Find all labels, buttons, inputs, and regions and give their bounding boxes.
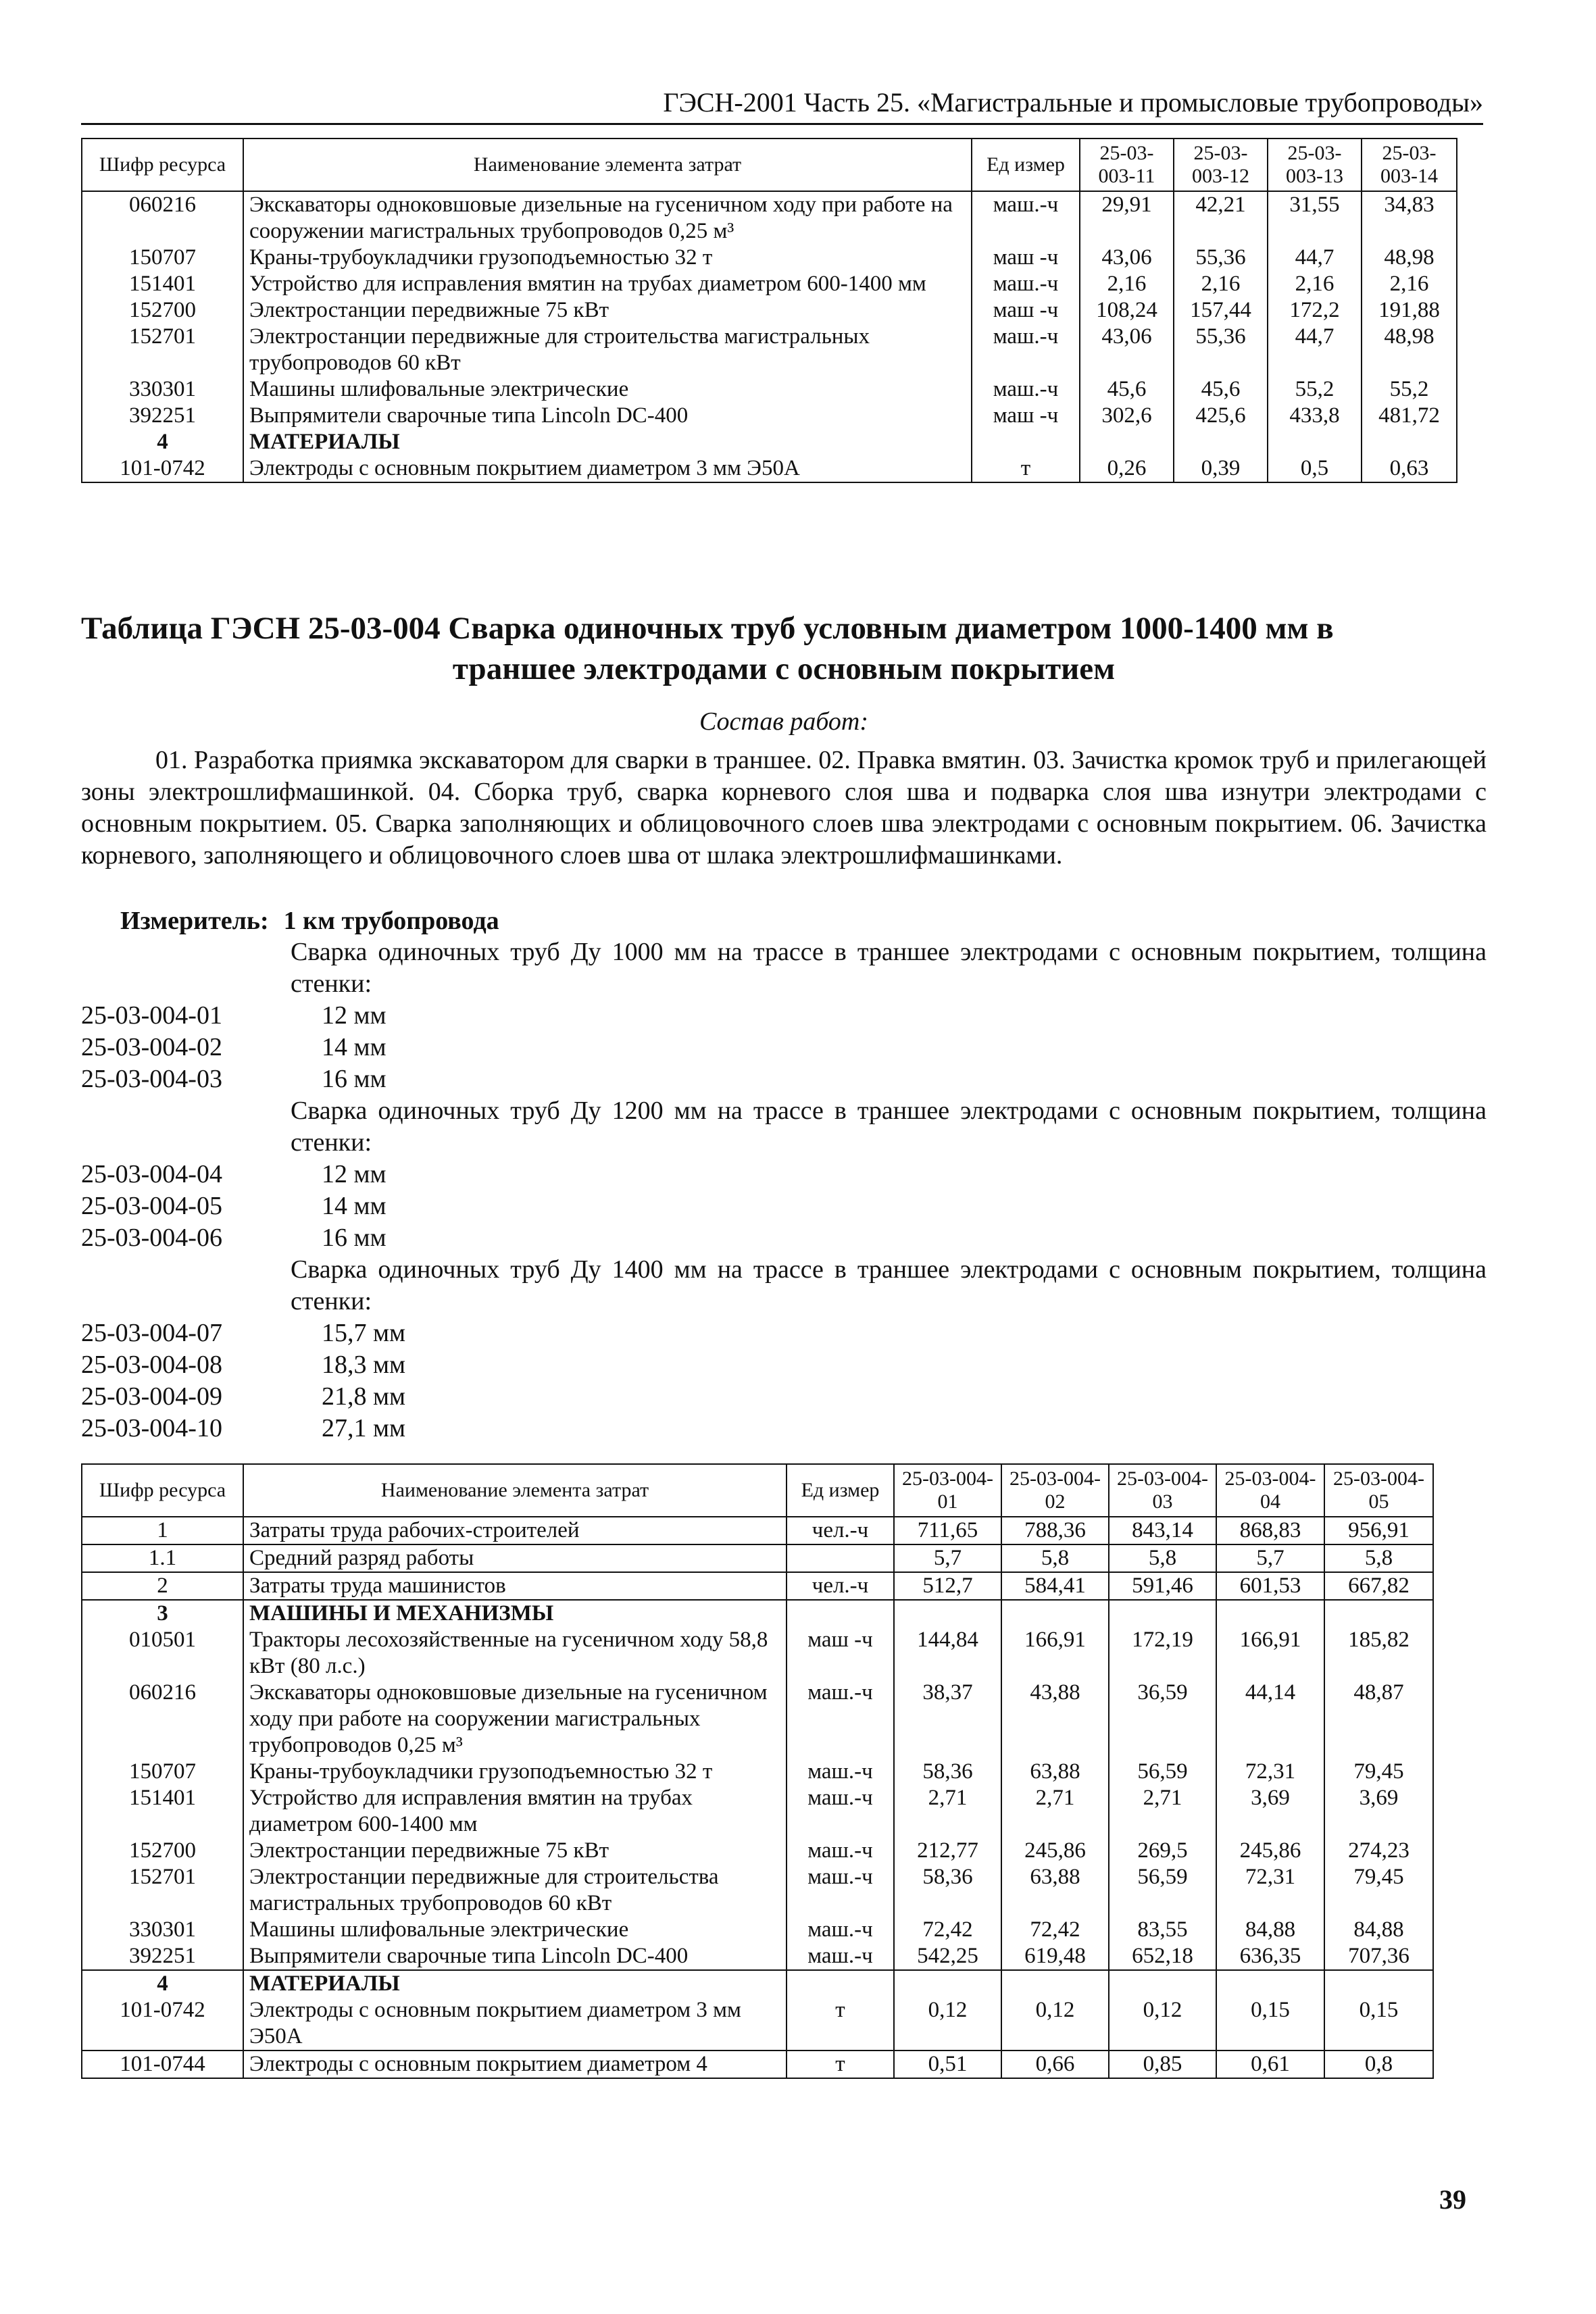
resource-name-cell: Экскаваторы одноковшовые дизельные на гусеничном ходу при работе на сооружении магистральных трубопроводов 0,25 м³: [243, 1680, 787, 1759]
value-cell: 144,84: [894, 1627, 1001, 1680]
value-cell: 0,5: [1268, 455, 1362, 482]
norm-code: 25-03-004-07: [81, 1319, 222, 1347]
table-row: [82, 1544, 1433, 1572]
table-row: [82, 1997, 1433, 2051]
table-title-line1: Таблица ГЭСН 25-03-004 Сварка одиночных труб условным диаметром 1000-1400 мм в: [81, 611, 1334, 646]
section-row: [82, 429, 1457, 455]
value-cell: 584,41: [1001, 1572, 1109, 1600]
table-row: [82, 271, 1457, 297]
resource-name-cell: Электроды с основным покрытием диаметром 3 мм Э50А: [243, 455, 972, 482]
value-cell: 956,91: [1324, 1517, 1433, 1544]
value-cell: 56,59: [1109, 1759, 1216, 1785]
value-cell: 108,24: [1080, 297, 1174, 324]
value-cell: 0,85: [1109, 2051, 1216, 2078]
value-cell: 2,71: [894, 1785, 1001, 1838]
value-cell: 2,16: [1080, 271, 1174, 297]
resource-name-cell: Краны-трубоукладчики грузоподъемностью 32 т: [243, 1759, 787, 1785]
value-cell: [894, 1600, 1001, 1627]
value-cell: [1268, 429, 1362, 455]
column-header: 25-03-003-11: [1080, 139, 1174, 191]
wall-thickness: 18,3 мм: [322, 1351, 406, 1379]
unit-cell: маш.-ч: [972, 271, 1080, 297]
norm-code: 25-03-004-10: [81, 1414, 222, 1442]
unit-cell: [787, 1600, 894, 1627]
value-cell: [1216, 1970, 1324, 1997]
column-header: Шифр ресурса: [82, 1464, 243, 1517]
value-cell: 0,26: [1080, 455, 1174, 482]
norm-item: [81, 1222, 1487, 1254]
resource-code-cell: 2: [82, 1572, 243, 1600]
value-cell: 0,12: [1109, 1997, 1216, 2051]
value-cell: 38,37: [894, 1680, 1001, 1759]
table-row: [82, 1572, 1433, 1600]
norm-item: [81, 1317, 1487, 1349]
value-cell: 48,98: [1362, 324, 1457, 376]
value-cell: 5,7: [1216, 1544, 1324, 1572]
value-cell: 2,16: [1362, 271, 1457, 297]
unit-cell: маш.-ч: [787, 1864, 894, 1917]
norm-item: [81, 1413, 1487, 1444]
norm-code: 25-03-004-09: [81, 1382, 222, 1411]
value-cell: [1362, 429, 1457, 455]
value-cell: 43,06: [1080, 245, 1174, 271]
norm-item: [81, 1000, 1487, 1032]
table-row: [82, 1864, 1433, 1917]
value-cell: 29,91: [1080, 191, 1174, 245]
resource-code-cell: 4: [82, 429, 243, 455]
unit-cell: маш.-ч: [787, 1838, 894, 1864]
value-cell: 63,88: [1001, 1759, 1109, 1785]
value-cell: 2,71: [1109, 1785, 1216, 1838]
value-cell: 84,88: [1324, 1917, 1433, 1943]
resource-name-cell: Тракторы лесохозяйственные на гусеничном ходу 58,8 кВт (80 л.с.): [243, 1627, 787, 1680]
value-cell: 157,44: [1174, 297, 1268, 324]
resource-code-cell: 392251: [82, 1943, 243, 1970]
group-description: Сварка одиночных труб Ду 1200 мм на трассе в траншее электродами с основным покрытием, толщина стенки:: [291, 1097, 1487, 1157]
value-cell: [1174, 429, 1268, 455]
value-cell: 58,36: [894, 1864, 1001, 1917]
resource-code-cell: 152701: [82, 1864, 243, 1917]
column-header: Ед измер: [787, 1464, 894, 1517]
value-cell: 512,7: [894, 1572, 1001, 1600]
column-header: 25-03-004-01: [894, 1464, 1001, 1517]
unit-cell: маш.-ч: [787, 1917, 894, 1943]
unit-cell: чел.-ч: [787, 1572, 894, 1600]
value-cell: 788,36: [1001, 1517, 1109, 1544]
norm-code: 25-03-004-03: [81, 1065, 222, 1093]
norm-code: 25-03-004-06: [81, 1224, 222, 1252]
value-cell: 3,69: [1216, 1785, 1324, 1838]
value-cell: 172,19: [1109, 1627, 1216, 1680]
resource-name-cell: Экскаваторы одноковшовые дизельные на гусеничном ходу при работе на сооружении магистральных трубопроводов 0,25 м³: [243, 191, 972, 245]
table-row: [82, 1517, 1433, 1544]
column-header: 25-03-003-12: [1174, 139, 1268, 191]
value-cell: 42,21: [1174, 191, 1268, 245]
value-cell: 601,53: [1216, 1572, 1324, 1600]
value-cell: 0,51: [894, 2051, 1001, 2078]
unit-cell: т: [787, 2051, 894, 2078]
value-cell: [1324, 1600, 1433, 1627]
value-cell: 34,83: [1362, 191, 1457, 245]
value-cell: 55,2: [1268, 376, 1362, 403]
table-row: [82, 191, 1457, 245]
unit-cell: чел.-ч: [787, 1517, 894, 1544]
table-row: [82, 1680, 1433, 1759]
value-cell: 166,91: [1216, 1627, 1324, 1680]
value-cell: 425,6: [1174, 403, 1268, 429]
resource-name-cell: Машины шлифовальные электрические: [243, 376, 972, 403]
resource-code-cell: 101-0742: [82, 1997, 243, 2051]
table-row: [82, 1785, 1433, 1838]
value-cell: 481,72: [1362, 403, 1457, 429]
value-cell: 433,8: [1268, 403, 1362, 429]
resource-name-cell: Электроды с основным покрытием диаметром 3 мм Э50А: [243, 1997, 787, 2051]
resource-name-cell: Выпрямители сварочные типа Lincoln DC-400: [243, 403, 972, 429]
column-header: 25-03-004-05: [1324, 1464, 1433, 1517]
section-row: [82, 1970, 1433, 1997]
norm-code: 25-03-004-08: [81, 1351, 222, 1379]
value-cell: 274,23: [1324, 1838, 1433, 1864]
column-header: Наименование элемента затрат: [243, 139, 972, 191]
norm-item: [81, 1159, 1487, 1190]
running-header: ГЭСН-2001 Часть 25. «Магистральные и промысловые трубопроводы»: [81, 86, 1483, 125]
resource-code-cell: 060216: [82, 191, 243, 245]
resource-code-cell: 392251: [82, 403, 243, 429]
table-row: [82, 455, 1457, 482]
value-cell: 56,59: [1109, 1864, 1216, 1917]
resource-name-cell: Электростанции передвижные 75 кВт: [243, 297, 972, 324]
value-cell: 619,48: [1001, 1943, 1109, 1970]
resource-name-cell: Выпрямители сварочные типа Lincoln DC-400: [243, 1943, 787, 1970]
value-cell: 652,18: [1109, 1943, 1216, 1970]
value-cell: 72,42: [894, 1917, 1001, 1943]
resource-code-cell: 060216: [82, 1680, 243, 1759]
table-title-line2: траншее электродами с основным покрытием: [452, 651, 1116, 686]
resource-table-003: [81, 138, 1457, 483]
value-cell: 45,6: [1174, 376, 1268, 403]
resource-name-cell: Электростанции передвижные для строительства магистральных трубопроводов 60 кВт: [243, 1864, 787, 1917]
norm-item: [81, 1063, 1487, 1095]
value-cell: 31,55: [1268, 191, 1362, 245]
value-cell: 43,06: [1080, 324, 1174, 376]
value-cell: 0,61: [1216, 2051, 1324, 2078]
wall-thickness: 14 мм: [322, 1192, 386, 1220]
value-cell: 72,31: [1216, 1864, 1324, 1917]
value-cell: 2,71: [1001, 1785, 1109, 1838]
unit-cell: маш -ч: [972, 245, 1080, 271]
column-header: Наименование элемента затрат: [243, 1464, 787, 1517]
resource-name-cell: МАТЕРИАЛЫ: [243, 1970, 787, 1997]
table-row: [82, 376, 1457, 403]
value-cell: [1109, 1970, 1216, 1997]
group-description: Сварка одиночных труб Ду 1400 мм на трассе в траншее электродами с основным покрытием, толщина стенки:: [291, 1255, 1487, 1315]
value-cell: 36,59: [1109, 1680, 1216, 1759]
value-cell: 0,8: [1324, 2051, 1433, 2078]
resource-name-cell: Затраты труда рабочих-строителей: [243, 1517, 787, 1544]
resource-code-cell: 1.1: [82, 1544, 243, 1572]
wall-thickness: 14 мм: [322, 1033, 386, 1061]
table-header-row: [82, 139, 1457, 191]
value-cell: 5,8: [1109, 1544, 1216, 1572]
resource-name-cell: Средний разряд работы: [243, 1544, 787, 1572]
value-cell: 55,2: [1362, 376, 1457, 403]
value-cell: 0,15: [1216, 1997, 1324, 2051]
value-cell: 302,6: [1080, 403, 1174, 429]
value-cell: 212,77: [894, 1838, 1001, 1864]
table-row: [82, 297, 1457, 324]
value-cell: 667,82: [1324, 1572, 1433, 1600]
value-cell: 0,15: [1324, 1997, 1433, 2051]
value-cell: [1001, 1600, 1109, 1627]
table-row: [82, 324, 1457, 376]
unit-cell: маш.-ч: [787, 1680, 894, 1759]
resource-code-cell: 4: [82, 1970, 243, 1997]
column-header: 25-03-003-14: [1362, 139, 1457, 191]
table-row: [82, 1917, 1433, 1943]
wall-thickness: 16 мм: [322, 1224, 386, 1252]
column-header: 25-03-004-03: [1109, 1464, 1216, 1517]
value-cell: 591,46: [1109, 1572, 1216, 1600]
norm-code: 25-03-004-04: [81, 1160, 222, 1188]
value-cell: 45,6: [1080, 376, 1174, 403]
norm-code: 25-03-004-05: [81, 1192, 222, 1220]
resource-code-cell: 101-0742: [82, 455, 243, 482]
value-cell: 43,88: [1001, 1680, 1109, 1759]
unit-cell: маш -ч: [972, 297, 1080, 324]
norm-code: 25-03-004-02: [81, 1033, 222, 1061]
wall-thickness: 12 мм: [322, 1001, 386, 1030]
value-cell: [1080, 429, 1174, 455]
value-cell: 44,14: [1216, 1680, 1324, 1759]
work-composition-text: 01. Разработка приямка экскаватором для сварки в траншее. 02. Правка вмятин. 03. Зачистка кромок труб и прилегающей зоны электрошлифмашинкой. 04. Сборка труб, сварка корневого слоя шва и подварка слоя шва изнутри электродами с основным покрытием. 05. Сварка заполняющих и облицовочного слоев шва электродами с основным покрытием. 06. Зачистка корневого, заполняющего и облицовочного слоев шва от шлака электрошлифмашинками.: [81, 746, 1487, 870]
resource-code-cell: 1: [82, 1517, 243, 1544]
group-description: Сварка одиночных труб Ду 1000 мм на трассе в траншее электродами с основным покрытием, толщина стенки:: [291, 938, 1487, 998]
value-cell: 79,45: [1324, 1759, 1433, 1785]
measurement-label: Измеритель:: [120, 907, 269, 935]
resource-name-cell: Затраты труда машинистов: [243, 1572, 787, 1600]
section-row: [82, 1600, 1433, 1627]
value-cell: 2,16: [1174, 271, 1268, 297]
table-row: [82, 1627, 1433, 1680]
resource-name-cell: Устройство для исправления вмятин на трубах диаметром 600-1400 мм: [243, 271, 972, 297]
resource-code-cell: 330301: [82, 376, 243, 403]
value-cell: 84,88: [1216, 1917, 1324, 1943]
unit-cell: маш.-ч: [787, 1785, 894, 1838]
value-cell: 0,63: [1362, 455, 1457, 482]
norm-groups: [81, 936, 1487, 1444]
value-cell: 72,42: [1001, 1917, 1109, 1943]
value-cell: 191,88: [1362, 297, 1457, 324]
resource-code-cell: 151401: [82, 1785, 243, 1838]
unit-cell: маш.-ч: [972, 191, 1080, 245]
norm-code: 25-03-004-01: [81, 1001, 222, 1030]
page-number: 39: [1439, 2184, 1466, 2215]
column-header: Шифр ресурса: [82, 139, 243, 191]
resource-name-cell: Устройство для исправления вмятин на трубах диаметром 600-1400 мм: [243, 1785, 787, 1838]
unit-cell: [972, 429, 1080, 455]
value-cell: 83,55: [1109, 1917, 1216, 1943]
value-cell: 711,65: [894, 1517, 1001, 1544]
resource-code-cell: 3: [82, 1600, 243, 1627]
value-cell: 44,7: [1268, 324, 1362, 376]
value-cell: 707,36: [1324, 1943, 1433, 1970]
resource-name-cell: МАШИНЫ И МЕХАНИЗМЫ: [243, 1600, 787, 1627]
wall-thickness: 12 мм: [322, 1160, 386, 1188]
unit-cell: маш.-ч: [787, 1943, 894, 1970]
value-cell: 245,86: [1001, 1838, 1109, 1864]
resource-name-cell: Машины шлифовальные электрические: [243, 1917, 787, 1943]
resource-code-cell: 150707: [82, 245, 243, 271]
resource-code-cell: 330301: [82, 1917, 243, 1943]
wall-thickness: 27,1 мм: [322, 1414, 406, 1442]
resource-code-cell: 152700: [82, 1838, 243, 1864]
value-cell: 0,12: [894, 1997, 1001, 2051]
value-cell: 58,36: [894, 1759, 1001, 1785]
table-row: [82, 2051, 1433, 2078]
resource-code-cell: 101-0744: [82, 2051, 243, 2078]
unit-cell: маш -ч: [972, 403, 1080, 429]
value-cell: 48,87: [1324, 1680, 1433, 1759]
value-cell: 55,36: [1174, 324, 1268, 376]
value-cell: 868,83: [1216, 1517, 1324, 1544]
value-cell: 843,14: [1109, 1517, 1216, 1544]
norm-item: [81, 1381, 1487, 1413]
value-cell: 185,82: [1324, 1627, 1433, 1680]
resource-code-cell: 010501: [82, 1627, 243, 1680]
resource-name-cell: Краны-трубоукладчики грузоподъемностью 32 т: [243, 245, 972, 271]
resource-code-cell: 150707: [82, 1759, 243, 1785]
table-row: [82, 1838, 1433, 1864]
wall-thickness: 15,7 мм: [322, 1319, 406, 1347]
value-cell: 79,45: [1324, 1864, 1433, 1917]
unit-cell: маш.-ч: [972, 324, 1080, 376]
table-row: [82, 1759, 1433, 1785]
work-composition-label: Состав работ:: [699, 707, 869, 736]
value-cell: 3,69: [1324, 1785, 1433, 1838]
value-cell: 172,2: [1268, 297, 1362, 324]
wall-thickness: 16 мм: [322, 1065, 386, 1093]
value-cell: 269,5: [1109, 1838, 1216, 1864]
resource-name-cell: МАТЕРИАЛЫ: [243, 429, 972, 455]
value-cell: 542,25: [894, 1943, 1001, 1970]
resource-code-cell: 151401: [82, 271, 243, 297]
value-cell: 63,88: [1001, 1864, 1109, 1917]
value-cell: 48,98: [1362, 245, 1457, 271]
value-cell: 55,36: [1174, 245, 1268, 271]
resource-table-004: [81, 1463, 1434, 2079]
table-row: [82, 403, 1457, 429]
unit-cell: маш.-ч: [972, 376, 1080, 403]
value-cell: 636,35: [1216, 1943, 1324, 1970]
resource-name-cell: Электроды с основным покрытием диаметром 4: [243, 2051, 787, 2078]
measurement-value: 1 км трубопровода: [283, 907, 499, 935]
value-cell: [1324, 1970, 1433, 1997]
measurement-unit: [120, 905, 499, 936]
wall-thickness: 21,8 мм: [322, 1382, 406, 1411]
value-cell: 5,8: [1324, 1544, 1433, 1572]
table-row: [82, 1943, 1433, 1970]
unit-cell: [787, 1544, 894, 1572]
value-cell: [1109, 1600, 1216, 1627]
unit-cell: т: [787, 1997, 894, 2051]
table-row: [82, 245, 1457, 271]
value-cell: 2,16: [1268, 271, 1362, 297]
column-header: 25-03-004-04: [1216, 1464, 1324, 1517]
norm-item: [81, 1190, 1487, 1222]
value-cell: 5,8: [1001, 1544, 1109, 1572]
value-cell: 0,66: [1001, 2051, 1109, 2078]
value-cell: 166,91: [1001, 1627, 1109, 1680]
column-header: 25-03-003-13: [1268, 139, 1362, 191]
value-cell: 245,86: [1216, 1838, 1324, 1864]
value-cell: [1216, 1600, 1324, 1627]
column-header: Ед измер: [972, 139, 1080, 191]
norm-item: [81, 1349, 1487, 1381]
value-cell: 0,39: [1174, 455, 1268, 482]
resource-name-cell: Электростанции передвижные для строительства магистральных трубопроводов 60 кВт: [243, 324, 972, 376]
resource-code-cell: 152700: [82, 297, 243, 324]
norm-item: [81, 1032, 1487, 1063]
unit-cell: [787, 1970, 894, 1997]
value-cell: [1001, 1970, 1109, 1997]
unit-cell: маш.-ч: [787, 1759, 894, 1785]
value-cell: 72,31: [1216, 1759, 1324, 1785]
value-cell: 44,7: [1268, 245, 1362, 271]
value-cell: [894, 1970, 1001, 1997]
resource-name-cell: Электростанции передвижные 75 кВт: [243, 1838, 787, 1864]
table-title: [68, 608, 1500, 689]
table-header-row: [82, 1464, 1433, 1517]
unit-cell: т: [972, 455, 1080, 482]
column-header: 25-03-004-02: [1001, 1464, 1109, 1517]
resource-code-cell: 152701: [82, 324, 243, 376]
value-cell: 0,12: [1001, 1997, 1109, 2051]
unit-cell: маш -ч: [787, 1627, 894, 1680]
value-cell: 5,7: [894, 1544, 1001, 1572]
